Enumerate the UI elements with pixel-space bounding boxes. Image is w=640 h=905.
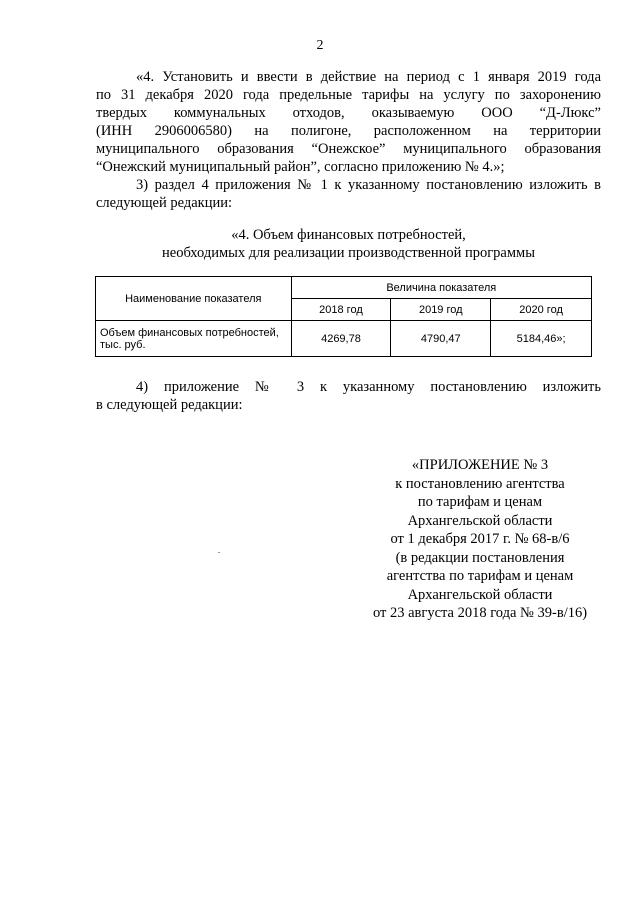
table-row-label: Объем финансовых потребностей, тыс. руб. (96, 321, 292, 357)
table-cell: 4269,78 (291, 321, 391, 357)
appendix-line: от 1 декабря 2017 г. № 68-в/6 (390, 531, 570, 547)
table-cell: 4790,47 (391, 321, 491, 357)
scan-speck (218, 552, 220, 553)
paragraph-line: 4) приложение № 3 к указанному постановлению изложить (136, 379, 601, 395)
table-header-name: Наименование показателя (96, 277, 292, 321)
appendix-line: Архангельской области (407, 512, 553, 529)
paragraph-item-4b (96, 378, 601, 414)
paragraph-line: в следующей редакции: (96, 397, 243, 413)
page-number: 2 (316, 38, 324, 53)
table-cell: 5184,46»; (491, 321, 592, 357)
table-header-year: 2020 год (491, 299, 592, 321)
paragraph-item-4 (96, 68, 601, 176)
paragraph-line: (ИНН 2906006580) на полигоне, расположенном на территории (96, 123, 601, 139)
section-heading-line-1: «4. Объем финансовых потребностей, (231, 227, 466, 243)
table-header-year: 2019 год (391, 299, 491, 321)
appendix-line: к постановлению агентства (395, 475, 565, 492)
paragraph-line: твердых коммунальных отходов, оказываемую ООО “Д-Люкс” (96, 105, 601, 121)
appendix-line: от 23 августа 2018 года № 39-в/16) (372, 605, 588, 621)
appendix-line: агентства по тарифам и ценам (386, 568, 574, 584)
appendix-line: Архангельской области (407, 586, 553, 603)
financial-needs-table (95, 276, 592, 357)
paragraph-line: муниципального образования “Онежское” муниципального образования (96, 141, 601, 157)
paragraph-line: 3) раздел 4 приложения № 1 к указанному постановлению изложить в (136, 177, 601, 193)
appendix-line: (в редакции постановления (395, 549, 565, 566)
paragraph-line: “Онежский муниципальный район”, согласно приложению № 4.»; (96, 159, 505, 175)
table-header-year: 2018 год (291, 299, 391, 321)
paragraph-line: следующей редакции: (96, 195, 233, 211)
paragraph-line: «4. Установить и ввести в действие на период с 1 января 2019 года (136, 69, 601, 85)
paragraph-item-3 (96, 176, 601, 212)
appendix-line: по тарифам и ценам (417, 494, 543, 510)
appendix-header (330, 456, 630, 623)
appendix-line: «ПРИЛОЖЕНИЕ № 3 (411, 457, 549, 473)
paragraph-line: по 31 декабря 2020 года предельные тарифы на услугу по захоронению (96, 87, 601, 103)
section-heading (96, 226, 601, 262)
table-header-value: Величина показателя (291, 277, 591, 299)
section-heading-line-2: необходимых для реализации производственной программы (162, 245, 535, 261)
